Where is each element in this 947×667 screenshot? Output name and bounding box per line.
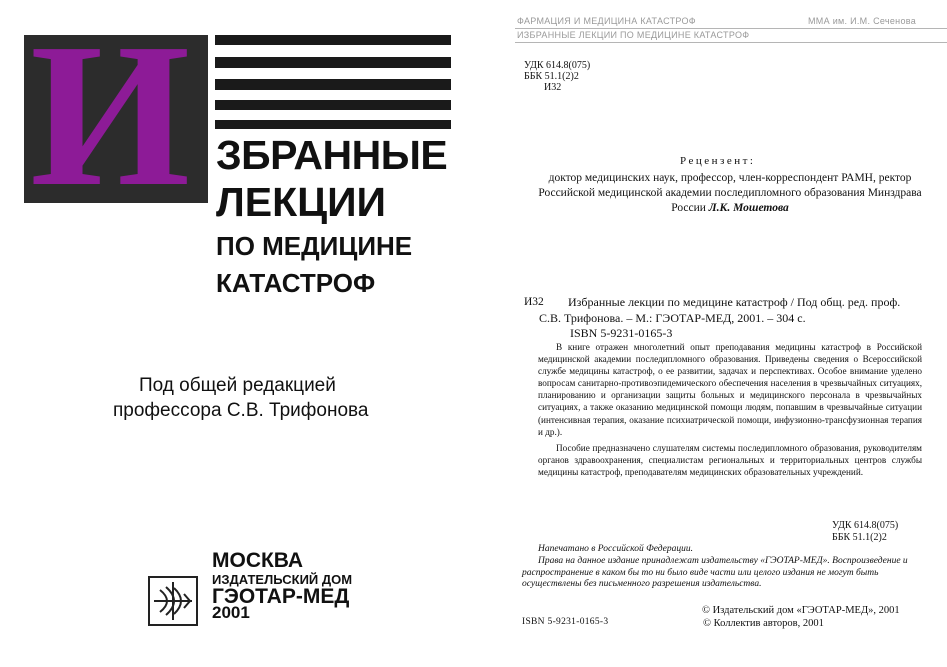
bibliographic-index: И32 xyxy=(524,296,544,308)
abstract-paragraph-1: В книге отражен многолетний опыт преподавания медицины катастроф в Российской медицинской академии последипломного образования. Приведены сведения о Всероссийской службе медицины катастроф, о ее развитии, задачах и перспективах. Особое внимание уделено вопросам санитарно-противоэпидемического обеспечения населения в чрезвычайных ситуациях, планированию и организации защиты больных и медицинского персонала в чрезвычайных ситуациях, а также оказанию медицинской помощи людям, попавшим в чрезвычайные ситуации (интенсивная терапия, оказание психиатрической помощи, инфузионно-трансфузионная терапия и др.). xyxy=(538,342,922,437)
running-header-subtitle: ИЗБРАННЫЕ ЛЕКЦИИ ПО МЕДИЦИНЕ КАТАСТРОФ xyxy=(517,30,750,40)
running-header-right: ММА им. И.М. Сеченова xyxy=(808,16,917,26)
reviewer-text: доктор медицинских наук, профессор, член-корреспондент РАМН, ректор Российской медицинской академии последипломного образования Минздрава России xyxy=(538,172,922,214)
title-line-1: ЗБРАННЫЕ xyxy=(216,132,448,178)
bbk-code: ББК 51.1(2)2 xyxy=(832,532,887,543)
bibliographic-line-2: С.В. Трифонова. – М.: ГЭОТАР-МЕД, 2001. – 304 с. xyxy=(539,311,806,325)
title-stripe xyxy=(215,57,451,68)
title-stripe xyxy=(215,35,451,45)
reviewer-name: Л.К. Мошетова xyxy=(708,202,789,214)
bbk-code: ББК 51.1(2)2 xyxy=(524,71,579,82)
isbn-footer: ISBN 5-9231-0165-3 xyxy=(522,617,609,627)
publisher-logo-icon xyxy=(148,576,198,626)
title-stripe xyxy=(215,79,451,90)
copyright-authors: © Коллектив авторов, 2001 xyxy=(703,618,824,629)
abstract-paragraph-2: Пособие предназначено слушателям системы последипломного образования, руководителям органов здравоохранения, специалистам региональных и территориальных центров службы медицины катастроф, преподавателям медицинских образовательных учреждений. xyxy=(538,443,922,478)
title-line-4: КАТАСТРОФ xyxy=(216,268,376,298)
publisher-name: ГЭОТАР-МЕД xyxy=(212,585,350,608)
title-stripe xyxy=(215,100,451,110)
reviewer-block xyxy=(520,171,940,216)
running-header-left: ФАРМАЦИЯ И МЕДИЦИНА КАТАСТРОФ xyxy=(517,16,696,26)
copyright-publisher: © Издательский дом «ГЭОТАР-МЕД», 2001 xyxy=(702,605,900,616)
imprint-page xyxy=(480,0,947,667)
title-stripe xyxy=(215,120,451,129)
udk-code: УДК 614.8(075) xyxy=(524,60,591,71)
header-divider xyxy=(515,28,947,29)
publisher-house: ИЗДАТЕЛЬСКИЙ ДОМ xyxy=(212,572,353,587)
title-line-2: ЛЕКЦИИ xyxy=(216,179,387,225)
publication-year: 2001 xyxy=(212,603,250,622)
classification-codes xyxy=(524,60,590,93)
udk-code: УДК 614.8(075) xyxy=(832,520,899,531)
isbn: ISBN 5-9231-0165-3 xyxy=(570,326,673,340)
title-line-3: ПО МЕДИЦИНЕ xyxy=(216,231,413,261)
printed-in-notice: Напечатано в Российской Федерации. xyxy=(538,544,693,554)
reviewer-heading: Рецензент: xyxy=(680,155,756,167)
rights-notice: Права на данное издание принадлежат издательству «ГЭОТАР-МЕД». Воспроизведение и распространение в каком бы то ни было виде части или целого издания не могут быть осуществлены без письменного разрешения издательства. xyxy=(522,556,908,590)
editor-line-2: профессора С.В. Трифонова xyxy=(113,400,369,421)
copyright-block xyxy=(702,604,900,630)
title-initial-letter: И xyxy=(30,0,191,229)
header-divider xyxy=(515,42,947,43)
classification-codes-bottom xyxy=(832,520,898,544)
bibliographic-line-1: Избранные лекции по медицине катастроф / Под общ. ред. проф. xyxy=(568,295,901,309)
author-index: И32 xyxy=(544,82,562,93)
publisher-city: МОСКВА xyxy=(212,549,304,572)
editor-line-1: Под общей редакцией xyxy=(139,375,336,396)
